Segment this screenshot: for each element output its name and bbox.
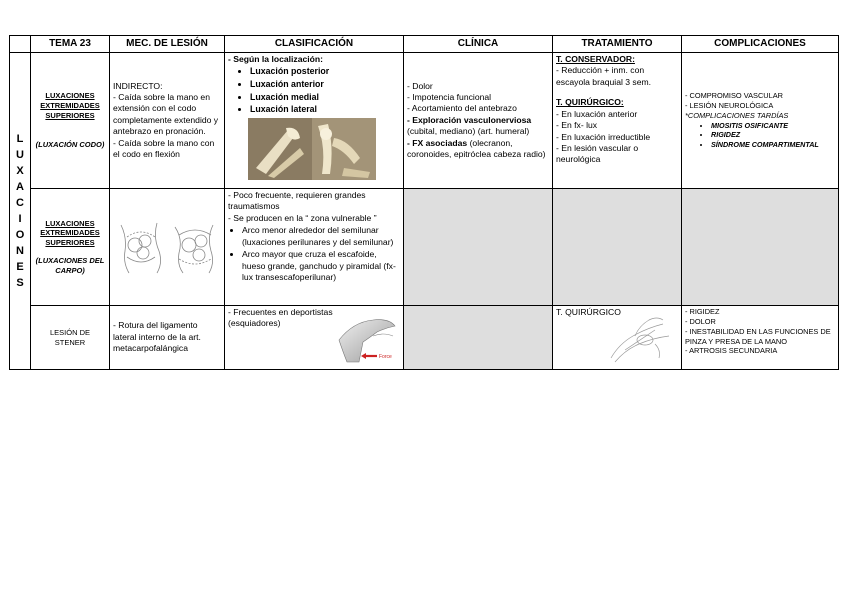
trat-carpo-empty (553, 189, 682, 306)
clasif-carpo-item: • Arco mayor que cruza el escafoide, hueso grande, ganchudo y piramidal (fx-lux transescafoperilunar) (242, 249, 400, 283)
clasif-item: • Luxación posterior (250, 66, 400, 78)
row-stener (10, 306, 839, 370)
clasif-carpo (225, 189, 404, 306)
comp-late-item: • RIGIDEZ (711, 130, 835, 140)
mec-carpo-image-cell (110, 189, 225, 306)
side-letter: N (16, 245, 24, 257)
clasif-stener (225, 306, 404, 370)
tema-carpo (31, 189, 110, 306)
trat-quirurgico-title: T. QUIRÚRGICO: (556, 97, 624, 108)
clinica-line-exploracion (407, 115, 549, 138)
trat-conservador-title: T. CONSERVADOR: (556, 54, 635, 64)
trat-quirurgico-item: - En luxación anterior (556, 108, 638, 119)
clinica-line: - Dolor (407, 80, 433, 91)
trat-quirurgico-item: - En luxación irreductible (556, 131, 651, 142)
tema-stener (31, 306, 110, 370)
side-label-luxaciones (10, 53, 31, 370)
thumb-force-image (333, 312, 399, 364)
clinica-stener-empty (404, 306, 553, 370)
trat-conservador-text: - Reducción + inm. con escayola braquial 3 sem. (556, 65, 652, 87)
header-mec: MEC. DE LESIÓN (110, 36, 225, 53)
summary-table (9, 35, 839, 370)
side-letter: L (16, 133, 24, 145)
clinica-fx-label: - FX asociadas (407, 137, 468, 148)
comp-carpo-empty (682, 189, 839, 306)
elbow-xray-image (248, 118, 376, 180)
mec-stener (110, 306, 225, 370)
clinica-carpo-empty (404, 189, 553, 306)
comp-late-item: • MIOSITIS OSIFICANTE (711, 121, 835, 131)
trat-stener (553, 306, 682, 370)
clinica-exploracion-text: (cubital, mediano) (art. humeral) (407, 126, 530, 137)
trat-quirurgico-item: - En fx- lux (556, 120, 598, 131)
clasif-item: • Luxación anterior (250, 79, 400, 91)
header-clasificacion: CLASIFICACIÓN (225, 36, 404, 53)
side-letter: C (16, 197, 24, 209)
comp-line: - COMPROMISO VASCULAR (685, 91, 784, 101)
vertical-word (10, 131, 30, 291)
clasif-stener-text: - Frecuentes en deportistas (esquiadores) (228, 307, 333, 329)
tema-carpo-title: LUXACIONES EXTREMIDADES SUPERIORES (40, 218, 100, 248)
mec-codo (110, 53, 225, 189)
clasif-carpo-line: - Poco frecuente, requieren grandes traumatismos (228, 190, 366, 212)
side-letter: S (16, 277, 24, 289)
force-label: Force (379, 354, 392, 360)
side-letter: I (18, 213, 22, 225)
trat-stener-text: T. QUIRÚRGICO (556, 307, 621, 317)
thumb-surgery-sketch (605, 314, 675, 364)
side-letter: A (16, 181, 24, 193)
clasif-carpo-line: - Se producen en la “ zona vulnerable ” (228, 212, 377, 223)
clasif-codo-title: - Según la localización: (228, 54, 324, 64)
row-codo (10, 53, 839, 189)
header-tema: TEMA 23 (31, 36, 110, 53)
tema-stener-title: LESIÓN DE STENER (49, 327, 90, 347)
comp-line: - LESIÓN NEUROLÓGICA (685, 101, 774, 111)
side-letter: E (16, 261, 24, 273)
clasif-carpo-list (228, 225, 400, 283)
clasif-codo (225, 53, 404, 189)
comp-late-item: • SÍNDROME COMPARTIMENTAL (711, 140, 835, 150)
clasif-item: • Luxación medial (250, 92, 400, 104)
comp-stener-line: - INESTABILIDAD EN LAS FUNCIONES DE PINZA Y PRESA DE LA MANO (685, 326, 831, 346)
comp-late-list (685, 121, 835, 150)
comp-stener-line: - RIGIDEZ (685, 307, 720, 316)
row-carpo (10, 189, 839, 306)
side-letter: O (15, 229, 25, 241)
comp-late-title: *COMPLICACIONES TARDÍAS (685, 111, 789, 121)
header-blank (10, 36, 31, 53)
tema-codo (31, 53, 110, 189)
mec-codo-line: - Caída sobre la mano en extensión con el codo completamente extendido y antebrazo en pronación. (113, 91, 219, 137)
mec-stener-text: - Rotura del ligamento lateral interno de la art. metacarpofalángica (113, 320, 201, 354)
tema-carpo-sub: (LUXACIONES DEL CARPO) (35, 255, 105, 275)
clinica-codo (404, 53, 553, 189)
trat-codo (553, 53, 682, 189)
clasif-item: • Luxación lateral (250, 104, 400, 116)
mec-codo-line: INDIRECTO: (113, 80, 163, 91)
comp-codo (682, 53, 839, 189)
header-row (10, 36, 839, 53)
mec-codo-line: - Caída sobre la mano con el codo en flexión (113, 137, 215, 160)
header-tratamiento: TRATAMIENTO (553, 36, 682, 53)
carpal-bones-sketch (113, 217, 221, 277)
comp-stener-line: - ARTROSIS SECUNDARIA (685, 346, 778, 356)
clasif-carpo-item: • Arco menor alrededor del semilunar (luxaciones perilunares y del semilunar) (242, 225, 400, 248)
trat-quirurgico-item: - En lesión vascular o neurológica (556, 142, 639, 165)
clinica-line: - Impotencia funcional (407, 91, 492, 102)
clasif-codo-list (228, 66, 400, 116)
side-letter: X (16, 165, 24, 177)
tema-codo-sub: (LUXACIÓN CODO) (35, 140, 105, 150)
comp-stener (682, 306, 839, 370)
clinica-fx-text: (olecranon, coronoides, epitróclea cabeza radio) (407, 137, 546, 160)
clinica-line-fx (407, 138, 549, 161)
clinica-line: - Acortamiento del antebrazo (407, 103, 517, 114)
side-letter: U (16, 149, 24, 161)
header-complicaciones: COMPLICACIONES (682, 36, 839, 53)
tema-codo-title: LUXACIONES EXTREMIDADES SUPERIORES (40, 91, 100, 120)
header-clinica: CLÍNICA (404, 36, 553, 53)
clinica-exploracion-label: - Exploración vasculonerviosa (407, 114, 532, 125)
comp-stener-line: - DOLOR (685, 316, 716, 326)
